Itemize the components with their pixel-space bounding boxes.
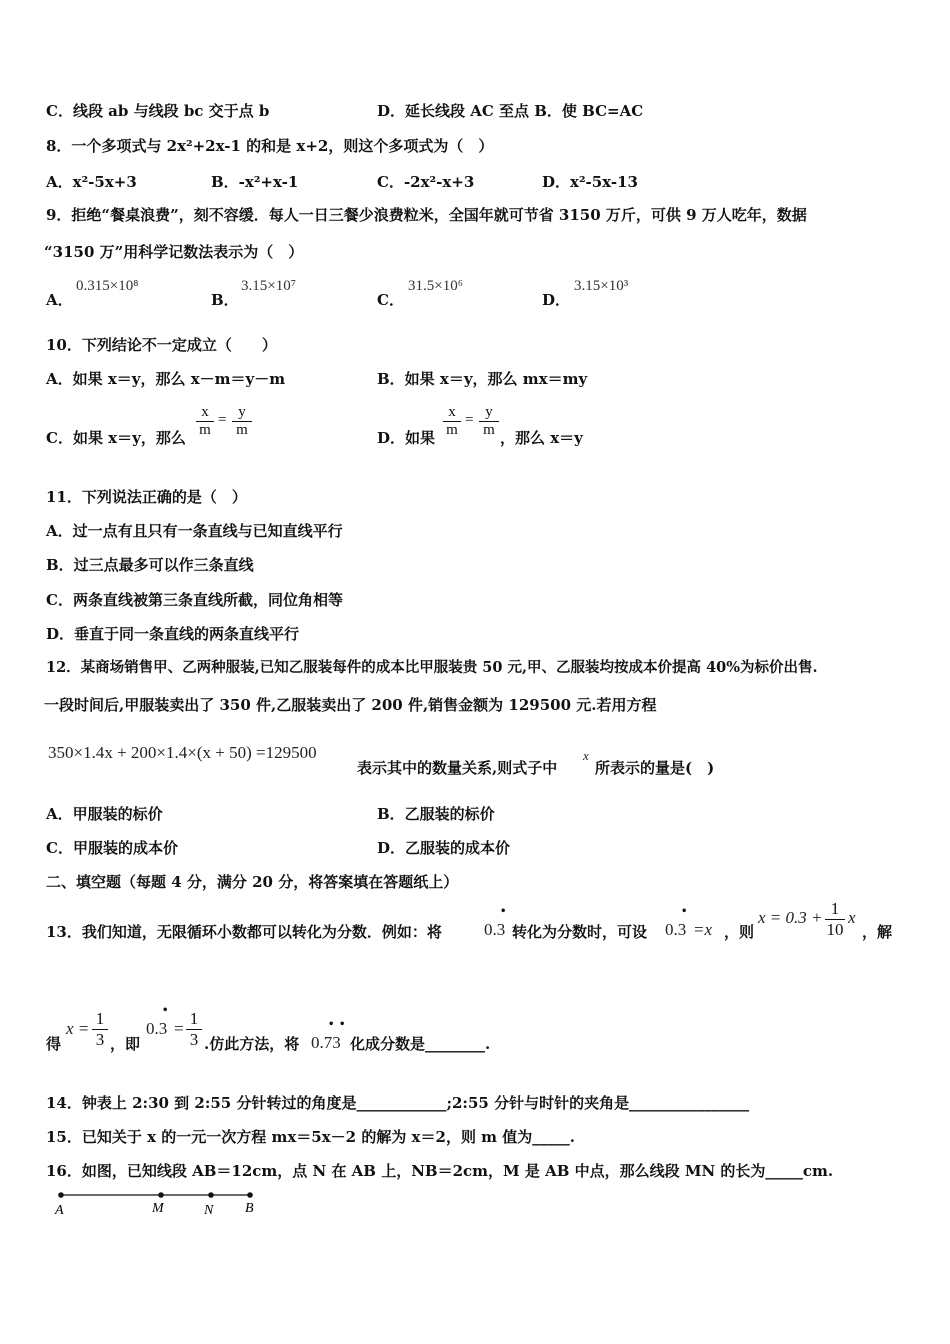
q13-set-dot: • (681, 906, 688, 917)
q8-stem: 8．一个多项式与 2x²+2x-1 的和是 x+2，则这个多项式为（ ） (46, 137, 494, 155)
label-n: N (204, 1203, 214, 1218)
q12-option-c: C．甲服装的成本价 (46, 839, 178, 857)
q12-variable-x: x (583, 748, 589, 763)
q10-c-fraction-x-over-m: $\frac{x}{m}$ (196, 404, 214, 439)
q13-fraction-1-3: $\frac{1}{3}$ (92, 1009, 108, 1050)
q9-stem-line1: 9．拒绝“餐桌浪费”，刻不容缓．每人一日三餐少浪费粒米，全国年就可节省 3150 万斤，可供 9 万人吃年，数据 (46, 206, 807, 224)
q13-set-eq-x: =x (693, 920, 713, 939)
q13-text-2: 转化为分数时，可设 (512, 923, 648, 941)
q13-text-5: 得 (46, 1035, 62, 1053)
q10-d-fraction-y-over-m: $\frac{y}{m}$ (479, 404, 499, 439)
point-m (158, 1192, 164, 1198)
label-a: A (55, 1203, 64, 1218)
q10-d-equals: = (465, 412, 474, 428)
q13-decimal-2-dot: • (162, 1005, 169, 1016)
q13-repeating-decimal: 0.3 (484, 920, 506, 939)
q12-stem-line1: 12．某商场销售甲、乙两种服装,已知乙服装每件的成本比甲服装贵 50 元,甲、乙服装均按成本价提高 40%为标价出售. (46, 659, 818, 676)
point-a (58, 1192, 64, 1198)
q10-option-b: B．如果 x＝y，那么 mx＝my (377, 370, 588, 388)
q12-stem-line4: 所表示的量是( ) (595, 759, 715, 777)
q13-dot-3: • (339, 1019, 346, 1030)
q11-option-d: D．垂直于同一条直线的两条直线平行 (46, 625, 300, 643)
q11-option-c: C．两条直线被第三条直线所截，同位角相等 (46, 591, 343, 609)
q13-repeating-073: 0.73 (311, 1033, 341, 1052)
q10-c-equals: = (218, 412, 227, 428)
q11-option-a: A．过一点有且只有一条直线与已知直线平行 (46, 522, 343, 540)
q13-text-3: ，则 (724, 923, 755, 941)
q10-option-d-text: D．如果 (377, 429, 436, 447)
q13-equals-sign: = (174, 1019, 184, 1038)
q12-equation: 350×1.4x + 200×1.4×(x + 50) =129500 (48, 743, 317, 762)
q13-x-equals: x = (66, 1019, 90, 1038)
q12-option-a: A．甲服装的标价 (46, 805, 163, 823)
q8-option-c: C．-2x²-x+3 (377, 173, 475, 191)
q9-option-b-label: B． (211, 291, 239, 309)
q13-formula-x: x (848, 908, 856, 927)
label-b: B (245, 1201, 254, 1216)
q13-text-1: 13．我们知道，无限循环小数都可以转化为分数．例如：将 (46, 923, 442, 941)
q13-text-6: ，即 (110, 1035, 141, 1053)
q9-stem-line2: “3150 万”用科学记数法表示为（ ） (44, 243, 304, 261)
q9-option-b-value: 3.15×10⁷ (241, 278, 296, 294)
q12-stem-line2: 一段时间后,甲服装卖出了 350 件,乙服装卖出了 200 件,销售金额为 129500 元.若用方程 (44, 696, 657, 714)
q7-option-c: C．线段 ab 与线段 bc 交于点 b (46, 102, 270, 120)
point-b (247, 1192, 253, 1198)
q13-dot-7: • (328, 1019, 335, 1030)
q9-option-a-value: 0.315×10⁸ (76, 278, 139, 294)
q8-option-a: A．x²-5x+3 (46, 173, 137, 191)
q9-option-c-label: C． (377, 291, 404, 309)
q10-stem: 10．下列结论不一定成立（ ） (46, 336, 277, 354)
q10-c-fraction-y-over-m: $\frac{y}{m}$ (232, 404, 252, 439)
q13-text-7: .仿此方法，将 (204, 1035, 300, 1053)
q13-text-8: 化成分数是________. (350, 1035, 491, 1053)
q10-d-fraction-x-over-m: $\frac{x}{m}$ (443, 404, 461, 439)
label-m: M (152, 1201, 164, 1216)
q14-text: 14．钟表上 2:30 到 2:55 分针转过的角度是____________;2:55 分针与时针的夹角是________________ (46, 1094, 750, 1112)
q12-option-b: B．乙服装的标价 (377, 805, 495, 823)
q9-option-d-value: 3.15×10³ (574, 278, 629, 294)
q11-option-b: B．过三点最多可以作三条直线 (46, 556, 254, 574)
q16-segment-figure (46, 1186, 266, 1222)
q16-text: 16．如图，已知线段 AB＝12cm，点 N 在 AB 上，NB＝2cm，M 是 AB 中点，那么线段 MN 的长为_____cm. (46, 1162, 834, 1180)
q13-text-4: ，解 (862, 923, 893, 941)
q9-option-a-label: A． (46, 291, 73, 309)
q12-stem-line3: 表示其中的数量关系,则式子中 (357, 759, 558, 777)
section-2-heading: 二、填空题（每题 4 分，满分 20 分，将答案填在答题纸上） (46, 873, 459, 891)
q15-text: 15．已知关于 x 的一元一次方程 mx＝5x－2 的解为 x＝2，则 m 值为_____. (46, 1128, 575, 1146)
q10-option-a: A．如果 x＝y，那么 x－m＝y－m (46, 370, 286, 388)
q13-fraction-1-10: $\frac{1}{10}$ (826, 899, 844, 939)
q11-stem: 11．下列说法正确的是（ ） (46, 488, 247, 506)
q13-fraction-1-3-b: $\frac{1}{3}$ (186, 1009, 202, 1050)
q7-option-d: D．延长线段 AC 至点 B．使 BC=AC (377, 102, 644, 120)
q8-option-b: B．-x²+x-1 (211, 173, 299, 191)
q8-option-d: D．x²-5x-13 (542, 173, 638, 191)
point-n (208, 1192, 214, 1198)
q13-decimal-2: 0.3 (146, 1019, 168, 1038)
q10-option-c-text: C．如果 x＝y，那么 (46, 429, 186, 447)
q9-option-d-label: D． (542, 291, 571, 309)
q9-option-c-value: 31.5×10⁶ (408, 278, 463, 294)
q13-set-decimal: 0.3 (665, 920, 687, 939)
q10-option-d-tail: ，那么 x＝y (500, 429, 583, 447)
q13-repeat-dot: • (500, 906, 507, 917)
q13-formula: x = 0.3 + (758, 908, 823, 927)
q12-option-d: D．乙服装的成本价 (377, 839, 511, 857)
